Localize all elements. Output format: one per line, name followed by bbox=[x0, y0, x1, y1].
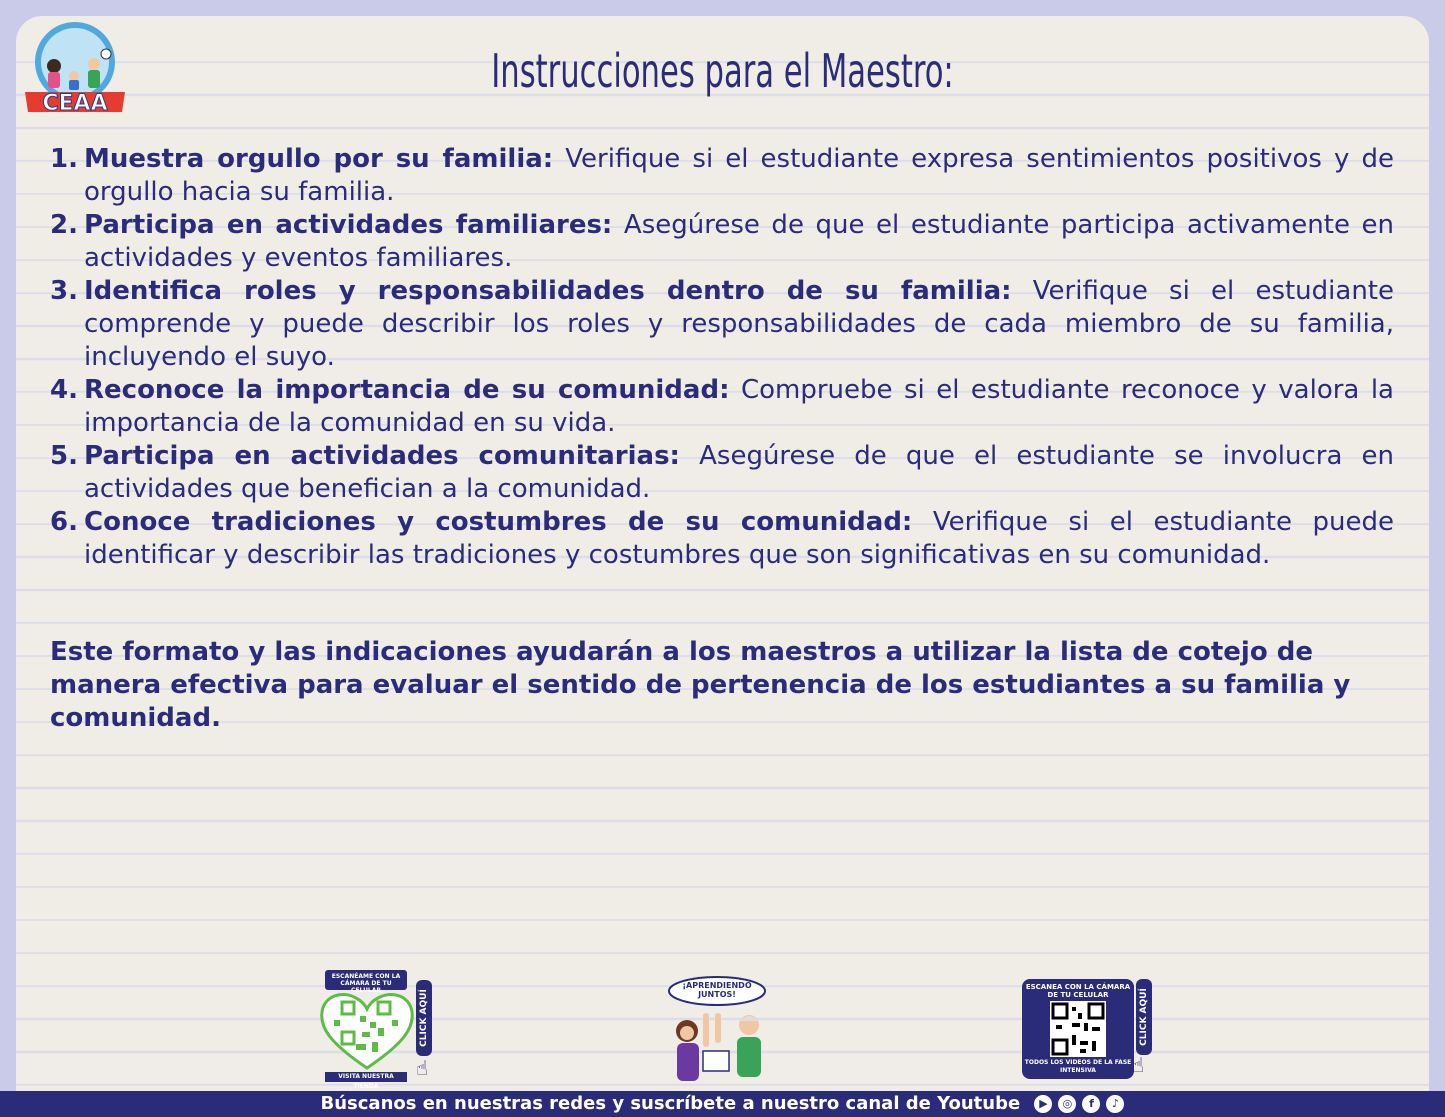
qr-left-bottom-text: VISITA NUESTRA TIENDA bbox=[338, 1073, 394, 1090]
qr-right-top-text: ESCANEA CON LA CÁMARA DE TU CELULAR bbox=[1025, 983, 1131, 999]
facebook-icon[interactable]: f bbox=[1082, 1095, 1100, 1113]
qr-right-bottom-text: TODOS LOS VIDEOS DE LA FASE INTENSIVA bbox=[1024, 1059, 1132, 1074]
tiktok-icon[interactable]: ♪ bbox=[1106, 1095, 1124, 1113]
heart-qr-icon bbox=[320, 988, 414, 1072]
videos-qr-link[interactable] bbox=[1022, 979, 1160, 1083]
instruction-list bbox=[50, 143, 1394, 572]
speech-bubble-text: ¡APRENDIENDO JUNTOS! bbox=[682, 981, 752, 999]
click-here-label: CLICK AQUÍ bbox=[1139, 988, 1149, 1046]
ceaa-logo bbox=[22, 20, 128, 114]
click-here-label: CLICK AQUÍ bbox=[419, 989, 429, 1047]
instagram-icon[interactable]: ◎ bbox=[1058, 1095, 1076, 1113]
qr-left-top-text: ESCANÉAME CON LA CÁMARA DE TU CELULAR bbox=[331, 973, 401, 994]
list-item: 3. Identifica roles y responsabilidades dentro de su familia: Verifique si el estudiante comprende y puede describir los roles y responsabilidades de cada miembro de su familia, incluyendo el suyo. bbox=[50, 276, 1394, 372]
closing-paragraph: Este formato y las indicaciones ayudarán a los maestros a utilizar la lista de cotejo de manera efectiva para evaluar el sentido de pertenencia de los estudiantes a su familia y comunidad. bbox=[50, 637, 1351, 733]
list-item: 2. Participa en actividades familiares: Asegúrese de que el estudiante participa activamente en actividades y eventos familiares. bbox=[50, 210, 1394, 273]
list-item: 1. Muestra orgullo por su familia: Verifique si el estudiante expresa sentimientos positivos y de orgullo hacia su familia. bbox=[50, 144, 1394, 207]
page-title: Instrucciones para el Maestro: bbox=[491, 44, 954, 98]
list-item: 4. Reconoce la importancia de su comunidad: Compruebe si el estudiante reconoce y valora la importancia de la comunidad en su vida. bbox=[50, 375, 1394, 438]
footer-text: Búscanos en nuestras redes y suscríbete a nuestro canal de Youtube bbox=[320, 1093, 1021, 1114]
list-item: 5. Participa en actividades comunitarias: Asegúrese de que el estudiante se involucra en actividades que benefician a la comunidad. bbox=[50, 441, 1394, 504]
pointer-hand-icon: ☝ bbox=[1132, 1053, 1145, 1077]
store-qr-link[interactable] bbox=[320, 968, 438, 1090]
logo-text: CEAA bbox=[42, 91, 108, 114]
youtube-icon[interactable]: ▶ bbox=[1034, 1095, 1052, 1113]
pointer-hand-icon: ☝ bbox=[416, 1056, 429, 1080]
qr-code-icon bbox=[1050, 1001, 1106, 1057]
teachers-illustration bbox=[665, 975, 780, 1091]
list-item: 6. Conoce tradiciones y costumbres de su comunidad: Verifique si el estudiante puede identificar y describir las tradiciones y costumbres que son significativas en su comunidad. bbox=[50, 507, 1394, 570]
footer-bar bbox=[0, 1091, 1445, 1117]
